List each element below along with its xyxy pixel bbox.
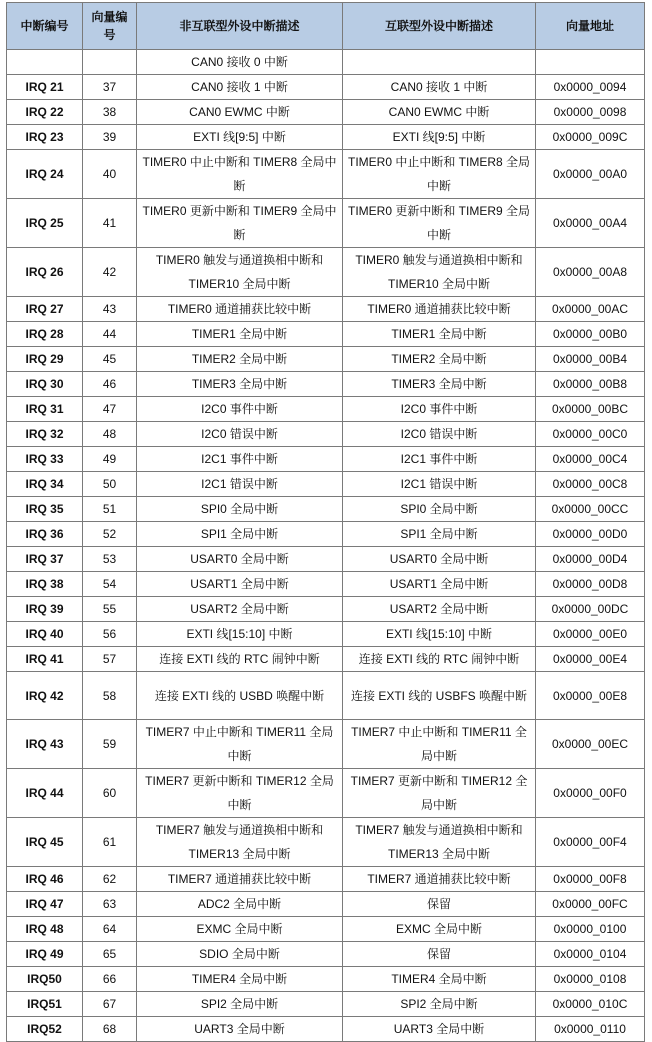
table-row xyxy=(7,397,645,422)
vector-address-cell: 0x0000_00A8 xyxy=(536,248,645,297)
connectivity-desc-cell: TIMER4 全局中断 xyxy=(343,967,536,992)
irq-number-cell: IRQ 29 xyxy=(7,347,83,372)
vector-address-cell: 0x0000_00F0 xyxy=(536,769,645,818)
non-connectivity-desc-cell: USART2 全局中断 xyxy=(137,597,343,622)
non-connectivity-desc-cell: EXMC 全局中断 xyxy=(137,917,343,942)
vector-address-cell: 0x0000_00FC xyxy=(536,892,645,917)
table-row xyxy=(7,917,645,942)
irq-number-cell: IRQ 21 xyxy=(7,75,83,100)
non-connectivity-desc-cell: TIMER7 中止中断和 TIMER11 全局中断 xyxy=(137,720,343,769)
vector-address-cell: 0x0000_00B8 xyxy=(536,372,645,397)
table-row xyxy=(7,720,645,769)
irq-number-cell: IRQ52 xyxy=(7,1017,83,1042)
vector-number-cell: 53 xyxy=(83,547,137,572)
header-connectivity-desc: 互联型外设中断描述 xyxy=(343,3,536,50)
irq-number-cell: IRQ 36 xyxy=(7,522,83,547)
vector-number-cell: 59 xyxy=(83,720,137,769)
connectivity-desc-cell: TIMER0 中止中断和 TIMER8 全局中断 xyxy=(343,150,536,199)
vector-number-cell: 44 xyxy=(83,322,137,347)
table-row xyxy=(7,967,645,992)
table-row xyxy=(7,672,645,720)
table-row xyxy=(7,547,645,572)
vector-address-cell: 0x0000_00A0 xyxy=(536,150,645,199)
table-row xyxy=(7,372,645,397)
irq-number-cell: IRQ 46 xyxy=(7,867,83,892)
connectivity-desc-cell: TIMER7 通道捕获比较中断 xyxy=(343,867,536,892)
connectivity-desc-cell: TIMER7 中止中断和 TIMER11 全局中断 xyxy=(343,720,536,769)
connectivity-desc-cell: SPI0 全局中断 xyxy=(343,497,536,522)
non-connectivity-desc-cell: CAN0 接收 0 中断 xyxy=(137,50,343,75)
connectivity-desc-cell: TIMER0 触发与通道换相中断和 TIMER10 全局中断 xyxy=(343,248,536,297)
connectivity-desc-cell: 连接 EXTI 线的 USBFS 唤醒中断 xyxy=(343,672,536,720)
table-header-row xyxy=(7,3,645,50)
connectivity-desc-cell: USART2 全局中断 xyxy=(343,597,536,622)
table-row xyxy=(7,422,645,447)
non-connectivity-desc-cell: USART0 全局中断 xyxy=(137,547,343,572)
vector-number-cell: 46 xyxy=(83,372,137,397)
irq-number-cell: IRQ 41 xyxy=(7,647,83,672)
table-row xyxy=(7,769,645,818)
vector-address-cell: 0x0000_00BC xyxy=(536,397,645,422)
vector-address-cell: 0x0000_00CC xyxy=(536,497,645,522)
vector-number-cell: 43 xyxy=(83,297,137,322)
irq-number-cell xyxy=(7,50,83,75)
vector-address-cell: 0x0000_00F4 xyxy=(536,818,645,867)
table-row xyxy=(7,867,645,892)
irq-number-cell: IRQ 47 xyxy=(7,892,83,917)
vector-number-cell: 37 xyxy=(83,75,137,100)
table-row xyxy=(7,322,645,347)
non-connectivity-desc-cell: TIMER7 更新中断和 TIMER12 全局中断 xyxy=(137,769,343,818)
vector-number-cell: 67 xyxy=(83,992,137,1017)
table-row xyxy=(7,942,645,967)
table-row xyxy=(7,472,645,497)
vector-number-cell: 65 xyxy=(83,942,137,967)
connectivity-desc-cell: TIMER2 全局中断 xyxy=(343,347,536,372)
vector-address-cell: 0x0000_00AC xyxy=(536,297,645,322)
vector-address-cell: 0x0000_00E4 xyxy=(536,647,645,672)
non-connectivity-desc-cell: TIMER2 全局中断 xyxy=(137,347,343,372)
vector-number-cell: 56 xyxy=(83,622,137,647)
vector-address-cell: 0x0000_0100 xyxy=(536,917,645,942)
connectivity-desc-cell: I2C1 事件中断 xyxy=(343,447,536,472)
non-connectivity-desc-cell: USART1 全局中断 xyxy=(137,572,343,597)
vector-number-cell: 57 xyxy=(83,647,137,672)
table-row xyxy=(7,347,645,372)
irq-number-cell: IRQ 35 xyxy=(7,497,83,522)
irq-number-cell: IRQ 23 xyxy=(7,125,83,150)
non-connectivity-desc-cell: SPI1 全局中断 xyxy=(137,522,343,547)
irq-number-cell: IRQ 22 xyxy=(7,100,83,125)
non-connectivity-desc-cell: TIMER7 触发与通道换相中断和 TIMER13 全局中断 xyxy=(137,818,343,867)
connectivity-desc-cell: CAN0 接收 1 中断 xyxy=(343,75,536,100)
connectivity-desc-cell: 保留 xyxy=(343,942,536,967)
irq-number-cell: IRQ50 xyxy=(7,967,83,992)
vector-address-cell: 0x0000_00A4 xyxy=(536,199,645,248)
vector-number-cell: 48 xyxy=(83,422,137,447)
connectivity-desc-cell: TIMER1 全局中断 xyxy=(343,322,536,347)
table-row xyxy=(7,199,645,248)
table-row xyxy=(7,248,645,297)
connectivity-desc-cell: TIMER7 更新中断和 TIMER12 全局中断 xyxy=(343,769,536,818)
table-row xyxy=(7,572,645,597)
connectivity-desc-cell: EXTI 线[9:5] 中断 xyxy=(343,125,536,150)
irq-number-cell: IRQ 42 xyxy=(7,672,83,720)
table-row xyxy=(7,497,645,522)
table-row xyxy=(7,75,645,100)
irq-number-cell: IRQ 33 xyxy=(7,447,83,472)
irq-number-cell: IRQ 26 xyxy=(7,248,83,297)
irq-number-cell: IRQ 24 xyxy=(7,150,83,199)
non-connectivity-desc-cell: TIMER0 触发与通道换相中断和 TIMER10 全局中断 xyxy=(137,248,343,297)
vector-number-cell: 64 xyxy=(83,917,137,942)
irq-number-cell: IRQ 40 xyxy=(7,622,83,647)
table-row xyxy=(7,100,645,125)
irq-number-cell: IRQ 30 xyxy=(7,372,83,397)
vector-number-cell: 50 xyxy=(83,472,137,497)
vector-address-cell: 0x0000_00C8 xyxy=(536,472,645,497)
vector-address-cell: 0x0000_00D8 xyxy=(536,572,645,597)
table-row xyxy=(7,125,645,150)
vector-number-cell: 61 xyxy=(83,818,137,867)
irq-number-cell: IRQ 49 xyxy=(7,942,83,967)
connectivity-desc-cell: USART1 全局中断 xyxy=(343,572,536,597)
connectivity-desc-cell: USART0 全局中断 xyxy=(343,547,536,572)
irq-number-cell: IRQ 31 xyxy=(7,397,83,422)
irq-number-cell: IRQ 27 xyxy=(7,297,83,322)
vector-address-cell: 0x0000_00D0 xyxy=(536,522,645,547)
connectivity-desc-cell: SPI2 全局中断 xyxy=(343,992,536,1017)
vector-address-cell: 0x0000_00B4 xyxy=(536,347,645,372)
connectivity-desc-cell: TIMER3 全局中断 xyxy=(343,372,536,397)
vector-number-cell: 40 xyxy=(83,150,137,199)
connectivity-desc-cell: CAN0 EWMC 中断 xyxy=(343,100,536,125)
vector-number-cell: 52 xyxy=(83,522,137,547)
table-row xyxy=(7,447,645,472)
vector-number-cell: 68 xyxy=(83,1017,137,1042)
non-connectivity-desc-cell: CAN0 EWMC 中断 xyxy=(137,100,343,125)
irq-number-cell: IRQ 43 xyxy=(7,720,83,769)
vector-number-cell: 51 xyxy=(83,497,137,522)
table-row xyxy=(7,992,645,1017)
non-connectivity-desc-cell: ADC2 全局中断 xyxy=(137,892,343,917)
table-row xyxy=(7,647,645,672)
table-row xyxy=(7,818,645,867)
vector-address-cell: 0x0000_00F8 xyxy=(536,867,645,892)
interrupt-vector-table-container xyxy=(6,2,645,1042)
irq-number-cell: IRQ 28 xyxy=(7,322,83,347)
vector-number-cell: 42 xyxy=(83,248,137,297)
vector-number-cell: 49 xyxy=(83,447,137,472)
vector-number-cell: 39 xyxy=(83,125,137,150)
vector-address-cell: 0x0000_00E0 xyxy=(536,622,645,647)
vector-number-cell: 54 xyxy=(83,572,137,597)
header-vector-address: 向量地址 xyxy=(536,3,645,50)
non-connectivity-desc-cell: SDIO 全局中断 xyxy=(137,942,343,967)
vector-address-cell xyxy=(536,50,645,75)
vector-address-cell: 0x0000_0098 xyxy=(536,100,645,125)
connectivity-desc-cell: EXTI 线[15:10] 中断 xyxy=(343,622,536,647)
vector-address-cell: 0x0000_00D4 xyxy=(536,547,645,572)
table-row xyxy=(7,1017,645,1042)
connectivity-desc-cell: UART3 全局中断 xyxy=(343,1017,536,1042)
connectivity-desc-cell: TIMER7 触发与通道换相中断和 TIMER13 全局中断 xyxy=(343,818,536,867)
connectivity-desc-cell: EXMC 全局中断 xyxy=(343,917,536,942)
table-row xyxy=(7,622,645,647)
connectivity-desc-cell: 保留 xyxy=(343,892,536,917)
connectivity-desc-cell: TIMER0 更新中断和 TIMER9 全局中断 xyxy=(343,199,536,248)
irq-number-cell: IRQ 39 xyxy=(7,597,83,622)
vector-number-cell: 63 xyxy=(83,892,137,917)
table-body xyxy=(7,50,645,1042)
non-connectivity-desc-cell: TIMER4 全局中断 xyxy=(137,967,343,992)
vector-address-cell: 0x0000_00EC xyxy=(536,720,645,769)
connectivity-desc-cell: TIMER0 通道捕获比较中断 xyxy=(343,297,536,322)
connectivity-desc-cell: 连接 EXTI 线的 RTC 闹钟中断 xyxy=(343,647,536,672)
vector-number-cell: 41 xyxy=(83,199,137,248)
irq-number-cell: IRQ 38 xyxy=(7,572,83,597)
interrupt-vector-table xyxy=(6,2,645,1042)
connectivity-desc-cell: I2C0 错误中断 xyxy=(343,422,536,447)
non-connectivity-desc-cell: SPI2 全局中断 xyxy=(137,992,343,1017)
non-connectivity-desc-cell: TIMER1 全局中断 xyxy=(137,322,343,347)
irq-number-cell: IRQ51 xyxy=(7,992,83,1017)
connectivity-desc-cell: I2C1 错误中断 xyxy=(343,472,536,497)
vector-number-cell: 58 xyxy=(83,672,137,720)
vector-address-cell: 0x0000_0108 xyxy=(536,967,645,992)
irq-number-cell: IRQ 25 xyxy=(7,199,83,248)
non-connectivity-desc-cell: UART3 全局中断 xyxy=(137,1017,343,1042)
irq-number-cell: IRQ 45 xyxy=(7,818,83,867)
non-connectivity-desc-cell: TIMER0 中止中断和 TIMER8 全局中断 xyxy=(137,150,343,199)
vector-number-cell: 47 xyxy=(83,397,137,422)
table-row xyxy=(7,892,645,917)
table-row xyxy=(7,522,645,547)
non-connectivity-desc-cell: TIMER0 通道捕获比较中断 xyxy=(137,297,343,322)
table-row xyxy=(7,150,645,199)
irq-number-cell: IRQ 34 xyxy=(7,472,83,497)
irq-number-cell: IRQ 32 xyxy=(7,422,83,447)
non-connectivity-desc-cell: CAN0 接收 1 中断 xyxy=(137,75,343,100)
non-connectivity-desc-cell: EXTI 线[15:10] 中断 xyxy=(137,622,343,647)
non-connectivity-desc-cell: EXTI 线[9:5] 中断 xyxy=(137,125,343,150)
vector-number-cell: 45 xyxy=(83,347,137,372)
connectivity-desc-cell: I2C0 事件中断 xyxy=(343,397,536,422)
non-connectivity-desc-cell: TIMER7 通道捕获比较中断 xyxy=(137,867,343,892)
vector-number-cell: 62 xyxy=(83,867,137,892)
header-irq-number: 中断编号 xyxy=(7,3,83,50)
non-connectivity-desc-cell: I2C1 错误中断 xyxy=(137,472,343,497)
vector-address-cell: 0x0000_0110 xyxy=(536,1017,645,1042)
non-connectivity-desc-cell: I2C0 事件中断 xyxy=(137,397,343,422)
non-connectivity-desc-cell: I2C0 错误中断 xyxy=(137,422,343,447)
vector-address-cell: 0x0000_009C xyxy=(536,125,645,150)
non-connectivity-desc-cell: 连接 EXTI 线的 RTC 闹钟中断 xyxy=(137,647,343,672)
irq-number-cell: IRQ 37 xyxy=(7,547,83,572)
table-row xyxy=(7,50,645,75)
vector-number-cell: 38 xyxy=(83,100,137,125)
non-connectivity-desc-cell: 连接 EXTI 线的 USBD 唤醒中断 xyxy=(137,672,343,720)
irq-number-cell: IRQ 44 xyxy=(7,769,83,818)
irq-number-cell: IRQ 48 xyxy=(7,917,83,942)
vector-number-cell: 55 xyxy=(83,597,137,622)
vector-address-cell: 0x0000_00E8 xyxy=(536,672,645,720)
vector-number-cell: 66 xyxy=(83,967,137,992)
non-connectivity-desc-cell: SPI0 全局中断 xyxy=(137,497,343,522)
table-row xyxy=(7,297,645,322)
vector-address-cell: 0x0000_00B0 xyxy=(536,322,645,347)
non-connectivity-desc-cell: I2C1 事件中断 xyxy=(137,447,343,472)
connectivity-desc-cell: SPI1 全局中断 xyxy=(343,522,536,547)
vector-address-cell: 0x0000_00C0 xyxy=(536,422,645,447)
vector-number-cell: 60 xyxy=(83,769,137,818)
vector-address-cell: 0x0000_0104 xyxy=(536,942,645,967)
vector-address-cell: 0x0000_0094 xyxy=(536,75,645,100)
vector-address-cell: 0x0000_010C xyxy=(536,992,645,1017)
header-non-connectivity-desc: 非互联型外设中断描述 xyxy=(137,3,343,50)
header-vector-number: 向量编号 xyxy=(83,3,137,50)
non-connectivity-desc-cell: TIMER0 更新中断和 TIMER9 全局中断 xyxy=(137,199,343,248)
vector-address-cell: 0x0000_00C4 xyxy=(536,447,645,472)
connectivity-desc-cell xyxy=(343,50,536,75)
vector-number-cell xyxy=(83,50,137,75)
vector-address-cell: 0x0000_00DC xyxy=(536,597,645,622)
non-connectivity-desc-cell: TIMER3 全局中断 xyxy=(137,372,343,397)
table-row xyxy=(7,597,645,622)
